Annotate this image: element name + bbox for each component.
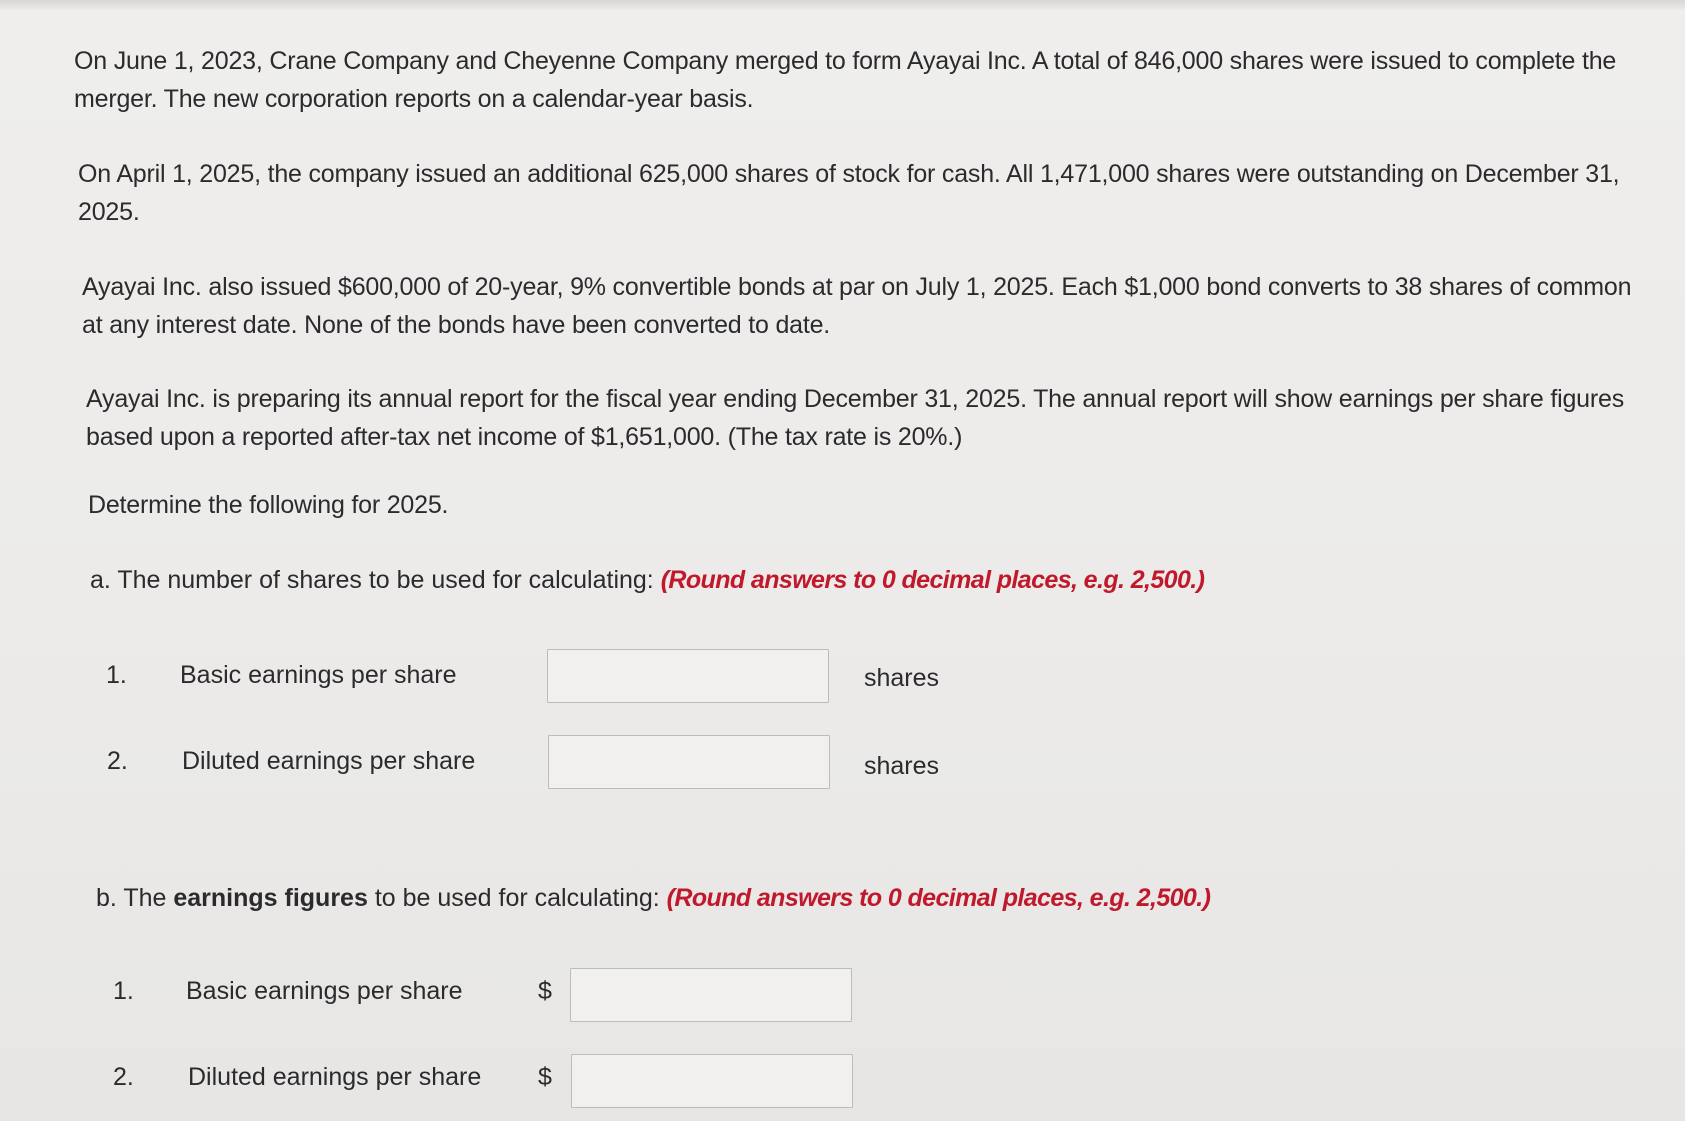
part-b-rounding-instruction: (Round answers to 0 decimal places, e.g. 2,500.)	[666, 884, 1211, 912]
part-b-row-2-number: 2.	[113, 1063, 134, 1091]
part-b-question	[96, 880, 1210, 916]
problem-paragraph-annual-report: Ayayai Inc. is preparing its annual report for the fiscal year ending December 31, 2025. The annual report will show earnings per share figures based upon a reported after-tax net income of $1,651,000. (The tax rate is 20%.)	[86, 385, 1625, 451]
part-b-row-1-currency: $	[538, 977, 552, 1005]
top-divider	[0, 0, 1685, 10]
part-b-row-1-number: 1.	[113, 977, 134, 1005]
problem-paragraph-merger: On June 1, 2023, Crane Company and Cheyenne Company merged to form Ayayai Inc. A total of 846,000 shares were issued to complete the merger. The new corporation reports on a calendar-year basis.	[74, 47, 1617, 113]
part-a-basic-shares-input[interactable]	[547, 649, 829, 703]
part-b-suffix: to be used for calculating:	[367, 884, 667, 912]
part-b-prefix: b. The	[96, 884, 174, 912]
problem-paragraph-determine: Determine the following for 2025.	[88, 491, 449, 519]
part-b-bold-text: earnings figures	[173, 884, 368, 912]
problem-paragraph-stock-issue: On April 1, 2025, the company issued an additional 625,000 shares of stock for cash. All 1,471,000 shares were outstanding on December 31, 2025.	[78, 160, 1620, 226]
part-b-diluted-earnings-input[interactable]	[571, 1054, 853, 1108]
part-b-row-1-label: Basic earnings per share	[186, 977, 463, 1005]
part-a-row-2-unit: shares	[864, 752, 940, 780]
part-b-basic-earnings-input[interactable]	[570, 968, 852, 1022]
part-a-row-2-label: Diluted earnings per share	[182, 747, 476, 775]
part-a-row-1-label: Basic earnings per share	[180, 661, 457, 689]
part-a-question	[90, 562, 1204, 598]
part-b-row-2-currency: $	[538, 1063, 552, 1091]
part-a-row-2-number: 2.	[107, 747, 128, 775]
part-a-row-1-number: 1.	[106, 661, 127, 689]
part-a-row-1-unit: shares	[864, 664, 940, 692]
part-a-prefix: a. The number of shares to be used for calculating:	[90, 566, 661, 594]
part-b-row-2-label: Diluted earnings per share	[188, 1063, 482, 1091]
part-a-diluted-shares-input[interactable]	[548, 735, 830, 789]
part-a-rounding-instruction: (Round answers to 0 decimal places, e.g. 2,500.)	[660, 566, 1205, 594]
problem-paragraph-bonds: Ayayai Inc. also issued $600,000 of 20-year, 9% convertible bonds at par on July 1, 2025. Each $1,000 bond converts to 38 shares of common at any interest date. None of the bonds have been converted to date.	[82, 273, 1632, 339]
